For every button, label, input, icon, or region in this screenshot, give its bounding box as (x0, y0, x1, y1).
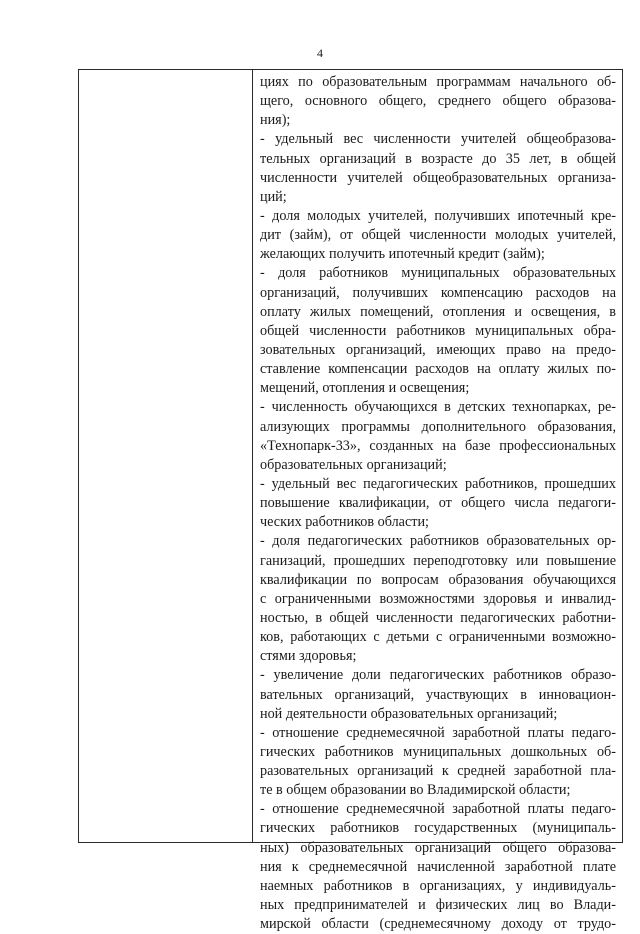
text-line: общей численности работников муниципальных обра- (260, 322, 616, 339)
text-line: циях по образовательным программам начального об- (260, 74, 616, 90)
text-line: стями здоровья; (260, 648, 357, 665)
text-line: с ограниченными возможностями здоровья и инвалид- (260, 590, 616, 607)
text-line: гических работников государственных (муниципаль- (260, 820, 616, 837)
page-number: 4 (317, 46, 323, 60)
text-line: «Технопарк-33», созданных на базе профессиональных (260, 437, 616, 454)
text-line: повышение квалификации, от общего числа педагоги- (260, 495, 616, 512)
text-line: желающих получить ипотечный кредит (займ); (260, 246, 545, 263)
text-line: - отношение среднемесячной заработной платы педаго- (260, 801, 616, 818)
text-line: квалификации по вопросам образования обучающихся (260, 571, 616, 588)
text-line: те в общем образовании во Владимирской области; (260, 782, 571, 799)
text-line: ной деятельности образовательных организаций; (260, 705, 558, 722)
text-line: организаций, получивших компенсацию расходов на (260, 284, 616, 301)
text-line: тельных организаций в возрасте до 35 лет, в общей (260, 150, 616, 167)
table-right-cell (253, 70, 622, 933)
text-line: ческих работников области; (260, 514, 429, 531)
text-line: - доля молодых учителей, получивших ипотечный кре- (260, 207, 616, 224)
text-line: - удельный вес численности учителей общеобразова- (260, 131, 616, 148)
text-line: ков, работающих с детьми с ограниченными возможно- (260, 629, 616, 646)
text-line: - доля работников муниципальных образовательных (260, 265, 616, 282)
text-line: гических работников муниципальных дошкольных об- (260, 743, 616, 760)
table-left-cell (79, 70, 253, 842)
text-line: ния); (260, 112, 291, 129)
text-line: ганизаций, прошедших переподготовку или повышение (260, 552, 616, 569)
text-line: ных) образовательных организаций общего образова- (260, 839, 616, 856)
text-line: щего, основного общего, среднего общего образова- (260, 93, 616, 110)
text-line: разовательных организаций к средней заработной пла- (260, 763, 616, 780)
text-line: ных предпринимателей и физических лиц во Влади- (260, 897, 616, 914)
text-line: мирской области (среднемесячному доходу от трудо- (260, 916, 616, 933)
text-line: зовательных организаций, имеющих право на предо- (260, 341, 616, 358)
text-line: ния к среднемесячной начисленной заработной плате (260, 858, 616, 875)
text-line: - увеличение доли педагогических работников образо- (260, 667, 616, 684)
text-line: - доля педагогических работников образовательных ор- (260, 533, 616, 550)
text-line: - численность обучающихся в детских технопарках, ре- (260, 399, 616, 416)
text-line: ализующих программы дополнительного образования, (260, 418, 616, 435)
text-line: дит (займ), от общей численности молодых учителей, (260, 227, 616, 244)
text-line: мещений, отопления и освещения; (260, 380, 470, 397)
text-line: образовательных организаций; (260, 456, 447, 473)
text-line: ций; (260, 188, 287, 205)
text-line: - отношение среднемесячной заработной платы педаго- (260, 724, 616, 741)
text-line: оплату жилых помещений, отопления и освещения, в (260, 303, 616, 320)
text-line: наемных работников в организациях, у индивидуаль- (260, 877, 616, 894)
text-line: численности учителей общеобразовательных организа- (260, 169, 616, 186)
text-line: ставление компенсации расходов на оплату жилых по- (260, 361, 616, 378)
text-line: - удельный вес педагогических работников, прошедших (260, 475, 616, 492)
text-line: ностью, в общей численности педагогических работни- (260, 609, 616, 626)
document-table (78, 69, 623, 933)
text-line: вательных организаций, участвующих в инновацион- (260, 686, 616, 703)
